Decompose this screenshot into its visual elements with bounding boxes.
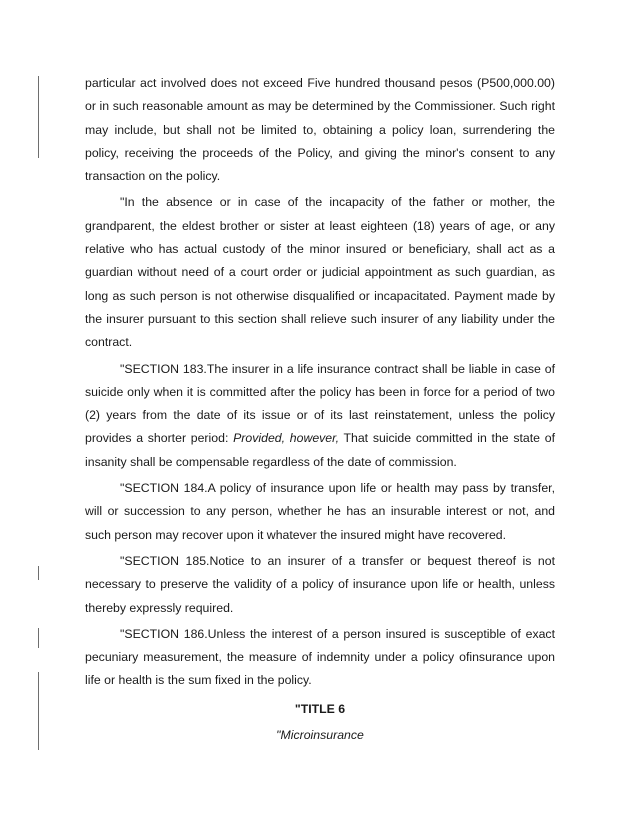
paragraph-section-186: "SECTION 186.Unless the interest of a person insured is susceptible of exact pecuniary measurement, the measure of indemnity under a policy ofinsurance upon life or health is the sum fixed in the policy. (85, 626, 555, 688)
revision-bar (38, 628, 39, 648)
revision-bar (38, 672, 39, 750)
title-heading: "TITLE 6 (294, 701, 346, 716)
paragraph-text: That suicide committed in the state of insanity shall be compensable regardless of the date of commission. (85, 431, 555, 469)
paragraph-section-185: "SECTION 185.Notice to an insurer of a transfer or bequest thereof is not necessary to preserve the validity of a policy of insurance upon life or health, unless thereby expressly required. (85, 553, 555, 615)
paragraph: particular act involved does not exceed Five hundred thousand pesos (P500,000.00) or in such reasonable amount as may be determined by the Commissioner. Such right may include, but shall not be limited to, obtaining a policy loan, surrendering the policy, receiving the proceeds of the Policy, and giving the minor's consent to any transaction on the policy. (85, 76, 555, 184)
subtitle-heading: "Microinsurance (276, 727, 364, 742)
paragraph-section-184: "SECTION 184.A policy of insurance upon life or health may pass by transfer, will or succession to any person, whether he has an insurable interest or not, and such person may recover upon it whatever the insured might have recovered. (85, 481, 555, 542)
paragraph: "In the absence or in case of the incapacity of the father or mother, the grandparent, the eldest brother or sister at least eighteen (18) years of age, or any relative who has actual custody of the minor insured or beneficiary, shall act as a guardian without need of a court order or judicial appointment as such guardian, as long as such person is not otherwise disqualified or incapacitated. Payment made by the insurer pursuant to this section shall relieve such insurer of any liability under the contract. (85, 195, 555, 350)
paragraph-section-183 (85, 358, 555, 474)
revision-bar (38, 76, 39, 158)
proviso-italic: Provided, however, (233, 431, 339, 446)
paragraph-text: "SECTION 183.The insurer in a life insurance contract shall be liable in case of suicide only when it is committed after the policy has been in force for a period of two (2) years from the date of its issue or of its last reinstatement, unless the policy provides a shorter period: (85, 361, 555, 446)
body-text (85, 72, 555, 748)
revision-bar (38, 566, 39, 580)
